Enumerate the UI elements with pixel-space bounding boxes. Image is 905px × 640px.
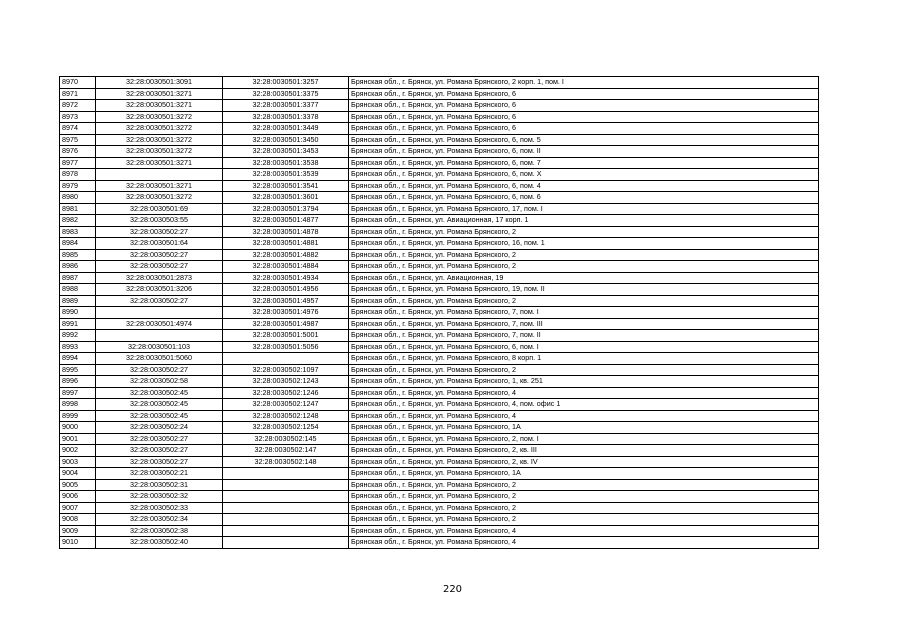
object-cadastral-number-cell: 32:28:0030501:4987 [223,318,349,330]
row-number-cell: 9006 [60,491,96,503]
row-number-cell: 9007 [60,502,96,514]
table-row [60,272,819,284]
cadastral-number-cell: 32:28:0030502:27 [96,295,223,307]
table-row [60,88,819,100]
table-row [60,77,819,89]
cadastral-number-cell [96,330,223,342]
table-row [60,203,819,215]
table-row [60,261,819,273]
table-row [60,226,819,238]
address-cell: Брянская обл., г. Брянск, ул. Романа Брянского, 4 [349,525,819,537]
object-cadastral-number-cell: 32:28:0030501:3450 [223,134,349,146]
row-number-cell: 8998 [60,399,96,411]
address-cell: Брянская обл., г. Брянск, ул. Романа Брянского, 7, пом. II [349,330,819,342]
object-cadastral-number-cell: 32:28:0030501:3794 [223,203,349,215]
object-cadastral-number-cell: 32:28:0030501:4882 [223,249,349,261]
cadastral-number-cell: 32:28:0030502:27 [96,226,223,238]
cadastral-number-cell: 32:28:0030501:69 [96,203,223,215]
row-number-cell: 9004 [60,468,96,480]
row-number-cell: 8978 [60,169,96,181]
row-number-cell: 9009 [60,525,96,537]
register-table [59,76,819,549]
table-row [60,514,819,526]
address-cell: Брянская обл., г. Брянск, ул. Романа Брянского, 7, пом. I [349,307,819,319]
page-number: 220 [442,584,463,595]
cadastral-number-cell: 32:28:0030502:27 [96,364,223,376]
address-cell: Брянская обл., г. Брянск, ул. Авиационная, 17 корп. 1 [349,215,819,227]
object-cadastral-number-cell: 32:28:0030501:3378 [223,111,349,123]
table-row [60,284,819,296]
address-cell: Брянская обл., г. Брянск, ул. Романа Брянского, 6, пом. I [349,341,819,353]
row-number-cell: 8981 [60,203,96,215]
cadastral-number-cell: 32:28:0030502:40 [96,537,223,549]
row-number-cell: 8995 [60,364,96,376]
object-cadastral-number-cell: 32:28:0030502:1246 [223,387,349,399]
object-cadastral-number-cell: 32:28:0030501:4976 [223,307,349,319]
table-row [60,399,819,411]
address-cell: Брянская обл., г. Брянск, ул. Романа Брянского, 6 [349,123,819,135]
table-row [60,307,819,319]
cadastral-number-cell: 32:28:0030502:33 [96,502,223,514]
cadastral-number-cell: 32:28:0030502:27 [96,249,223,261]
cadastral-number-cell: 32:28:0030501:3271 [96,88,223,100]
row-number-cell: 8979 [60,180,96,192]
row-number-cell: 8988 [60,284,96,296]
object-cadastral-number-cell: 32:28:0030502:147 [223,445,349,457]
row-number-cell: 8977 [60,157,96,169]
object-cadastral-number-cell: 32:28:0030502:1097 [223,364,349,376]
address-cell: Брянская обл., г. Брянск, ул. Романа Брянского, 2 [349,249,819,261]
table-row [60,376,819,388]
table-row [60,295,819,307]
cadastral-number-cell: 32:28:0030503:55 [96,215,223,227]
row-number-cell: 8992 [60,330,96,342]
property-register [59,76,818,549]
object-cadastral-number-cell: 32:28:0030501:3601 [223,192,349,204]
address-cell: Брянская обл., г. Брянск, ул. Романа Брянского, 1А [349,422,819,434]
cadastral-number-cell: 32:28:0030501:4974 [96,318,223,330]
table-row [60,111,819,123]
object-cadastral-number-cell: 32:28:0030502:148 [223,456,349,468]
object-cadastral-number-cell: 32:28:0030501:3257 [223,77,349,89]
row-number-cell: 8991 [60,318,96,330]
cadastral-number-cell: 32:28:0030502:21 [96,468,223,480]
cadastral-number-cell [96,169,223,181]
address-cell: Брянская обл., г. Брянск, ул. Романа Брянского, 6, пом. 7 [349,157,819,169]
row-number-cell: 9000 [60,422,96,434]
table-row [60,422,819,434]
address-cell: Брянская обл., г. Брянск, ул. Романа Брянского, 19, пом. II [349,284,819,296]
object-cadastral-number-cell: 32:28:0030501:3377 [223,100,349,112]
cadastral-number-cell [96,307,223,319]
cadastral-number-cell: 32:28:0030501:3206 [96,284,223,296]
address-cell: Брянская обл., г. Брянск, ул. Романа Брянского, 6, пом. II [349,146,819,158]
cadastral-number-cell: 32:28:0030502:45 [96,387,223,399]
table-row [60,491,819,503]
cadastral-number-cell: 32:28:0030501:3271 [96,180,223,192]
address-cell: Брянская обл., г. Брянск, ул. Романа Брянского, 2 [349,502,819,514]
address-cell: Брянская обл., г. Брянск, ул. Романа Брянского, 16, пом. 1 [349,238,819,250]
row-number-cell: 9010 [60,537,96,549]
address-cell: Брянская обл., г. Брянск, ул. Романа Брянского, 2 [349,491,819,503]
table-row [60,192,819,204]
address-cell: Брянская обл., г. Брянск, ул. Романа Брянского, 2 [349,261,819,273]
cadastral-number-cell: 32:28:0030502:34 [96,514,223,526]
object-cadastral-number-cell: 32:28:0030501:4884 [223,261,349,273]
object-cadastral-number-cell [223,468,349,480]
table-row [60,479,819,491]
object-cadastral-number-cell: 32:28:0030502:145 [223,433,349,445]
table-row [60,387,819,399]
object-cadastral-number-cell: 32:28:0030501:4956 [223,284,349,296]
address-cell: Брянская обл., г. Брянск, ул. Романа Брянского, 2 корп. 1, пом. I [349,77,819,89]
object-cadastral-number-cell: 32:28:0030501:3541 [223,180,349,192]
address-cell: Брянская обл., г. Брянск, ул. Романа Брянского, 2 [349,226,819,238]
row-number-cell: 9002 [60,445,96,457]
row-number-cell: 8982 [60,215,96,227]
row-number-cell: 8980 [60,192,96,204]
row-number-cell: 8971 [60,88,96,100]
row-number-cell: 8972 [60,100,96,112]
object-cadastral-number-cell [223,514,349,526]
address-cell: Брянская обл., г. Брянск, ул. Романа Брянского, 6, пом. 4 [349,180,819,192]
cadastral-number-cell: 32:28:0030502:27 [96,261,223,273]
table-row [60,318,819,330]
table-row [60,180,819,192]
row-number-cell: 8997 [60,387,96,399]
cadastral-number-cell: 32:28:0030501:3091 [96,77,223,89]
address-cell: Брянская обл., г. Брянск, ул. Романа Брянского, 4, пом. офис 1 [349,399,819,411]
table-row [60,341,819,353]
object-cadastral-number-cell [223,502,349,514]
row-number-cell: 8993 [60,341,96,353]
table-row [60,525,819,537]
row-number-cell: 8987 [60,272,96,284]
address-cell: Брянская обл., г. Брянск, ул. Романа Брянского, 8 корп. 1 [349,353,819,365]
object-cadastral-number-cell: 32:28:0030501:4878 [223,226,349,238]
object-cadastral-number-cell [223,525,349,537]
address-cell: Брянская обл., г. Брянск, ул. Романа Брянского, 2 [349,514,819,526]
address-cell: Брянская обл., г. Брянск, ул. Романа Брянского, 6, пом. 5 [349,134,819,146]
address-cell: Брянская обл., г. Брянск, ул. Романа Брянского, 2, кв. IV [349,456,819,468]
table-row [60,249,819,261]
table-row [60,157,819,169]
table-row [60,123,819,135]
cadastral-number-cell: 32:28:0030502:27 [96,456,223,468]
table-row [60,502,819,514]
object-cadastral-number-cell: 32:28:0030502:1248 [223,410,349,422]
row-number-cell: 8996 [60,376,96,388]
object-cadastral-number-cell [223,537,349,549]
address-cell: Брянская обл., г. Брянск, ул. Романа Брянского, 1, кв. 251 [349,376,819,388]
cadastral-number-cell: 32:28:0030501:3272 [96,134,223,146]
address-cell: Брянская обл., г. Брянск, ул. Романа Брянского, 2 [349,479,819,491]
object-cadastral-number-cell: 32:28:0030502:1247 [223,399,349,411]
object-cadastral-number-cell: 32:28:0030501:4881 [223,238,349,250]
object-cadastral-number-cell: 32:28:0030501:5056 [223,341,349,353]
cadastral-number-cell: 32:28:0030502:45 [96,410,223,422]
address-cell: Брянская обл., г. Брянск, ул. Авиационная, 19 [349,272,819,284]
table-row [60,364,819,376]
address-cell: Брянская обл., г. Брянск, ул. Романа Брянского, 6 [349,100,819,112]
object-cadastral-number-cell: 32:28:0030501:4934 [223,272,349,284]
object-cadastral-number-cell [223,353,349,365]
cadastral-number-cell: 32:28:0030501:3272 [96,192,223,204]
address-cell: Брянская обл., г. Брянск, ул. Романа Брянского, 7, пом. III [349,318,819,330]
row-number-cell: 8999 [60,410,96,422]
table-row [60,410,819,422]
address-cell: Брянская обл., г. Брянск, ул. Романа Брянского, 4 [349,537,819,549]
address-cell: Брянская обл., г. Брянск, ул. Романа Брянского, 4 [349,410,819,422]
row-number-cell: 8983 [60,226,96,238]
table-row [60,353,819,365]
table-row [60,134,819,146]
address-cell: Брянская обл., г. Брянск, ул. Романа Брянского, 6 [349,88,819,100]
address-cell: Брянская обл., г. Брянск, ул. Романа Брянского, 17, пом. I [349,203,819,215]
object-cadastral-number-cell: 32:28:0030502:1243 [223,376,349,388]
row-number-cell: 9005 [60,479,96,491]
object-cadastral-number-cell: 32:28:0030502:1254 [223,422,349,434]
row-number-cell: 8970 [60,77,96,89]
cadastral-number-cell: 32:28:0030501:64 [96,238,223,250]
object-cadastral-number-cell: 32:28:0030501:3453 [223,146,349,158]
row-number-cell: 9001 [60,433,96,445]
row-number-cell: 8974 [60,123,96,135]
row-number-cell: 8973 [60,111,96,123]
table-row [60,445,819,457]
table-row [60,169,819,181]
cadastral-number-cell: 32:28:0030501:103 [96,341,223,353]
row-number-cell: 8994 [60,353,96,365]
address-cell: Брянская обл., г. Брянск, ул. Романа Брянского, 2 [349,364,819,376]
table-row [60,238,819,250]
row-number-cell: 8986 [60,261,96,273]
address-cell: Брянская обл., г. Брянск, ул. Романа Брянского, 1А [349,468,819,480]
cadastral-number-cell: 32:28:0030501:5060 [96,353,223,365]
table-row [60,330,819,342]
object-cadastral-number-cell [223,479,349,491]
cadastral-number-cell: 32:28:0030502:31 [96,479,223,491]
table-row [60,456,819,468]
address-cell: Брянская обл., г. Брянск, ул. Романа Брянского, 6, пом. 6 [349,192,819,204]
row-number-cell: 8976 [60,146,96,158]
table-row [60,537,819,549]
register-table-body [60,77,819,549]
object-cadastral-number-cell: 32:28:0030501:4877 [223,215,349,227]
object-cadastral-number-cell [223,491,349,503]
cadastral-number-cell: 32:28:0030501:3272 [96,111,223,123]
cadastral-number-cell: 32:28:0030501:3271 [96,100,223,112]
address-cell: Брянская обл., г. Брянск, ул. Романа Брянского, 6, пом. X [349,169,819,181]
cadastral-number-cell: 32:28:0030501:2873 [96,272,223,284]
cadastral-number-cell: 32:28:0030502:24 [96,422,223,434]
address-cell: Брянская обл., г. Брянск, ул. Романа Брянского, 6 [349,111,819,123]
row-number-cell: 8985 [60,249,96,261]
row-number-cell: 8975 [60,134,96,146]
object-cadastral-number-cell: 32:28:0030501:4957 [223,295,349,307]
object-cadastral-number-cell: 32:28:0030501:3539 [223,169,349,181]
object-cadastral-number-cell: 32:28:0030501:3375 [223,88,349,100]
row-number-cell: 9003 [60,456,96,468]
cadastral-number-cell: 32:28:0030501:3271 [96,157,223,169]
object-cadastral-number-cell: 32:28:0030501:5001 [223,330,349,342]
address-cell: Брянская обл., г. Брянск, ул. Романа Брянского, 2 [349,295,819,307]
row-number-cell: 9008 [60,514,96,526]
table-row [60,468,819,480]
row-number-cell: 8989 [60,295,96,307]
row-number-cell: 8990 [60,307,96,319]
table-row [60,215,819,227]
cadastral-number-cell: 32:28:0030502:45 [96,399,223,411]
row-number-cell: 8984 [60,238,96,250]
cadastral-number-cell: 32:28:0030502:27 [96,445,223,457]
cadastral-number-cell: 32:28:0030502:27 [96,433,223,445]
object-cadastral-number-cell: 32:28:0030501:3449 [223,123,349,135]
address-cell: Брянская обл., г. Брянск, ул. Романа Брянского, 2, кв. III [349,445,819,457]
cadastral-number-cell: 32:28:0030501:3272 [96,123,223,135]
cadastral-number-cell: 32:28:0030502:58 [96,376,223,388]
cadastral-number-cell: 32:28:0030501:3272 [96,146,223,158]
address-cell: Брянская обл., г. Брянск, ул. Романа Брянского, 4 [349,387,819,399]
cadastral-number-cell: 32:28:0030502:38 [96,525,223,537]
table-row [60,433,819,445]
address-cell: Брянская обл., г. Брянск, ул. Романа Брянского, 2, пом. I [349,433,819,445]
table-row [60,100,819,112]
cadastral-number-cell: 32:28:0030502:32 [96,491,223,503]
object-cadastral-number-cell: 32:28:0030501:3538 [223,157,349,169]
table-row [60,146,819,158]
